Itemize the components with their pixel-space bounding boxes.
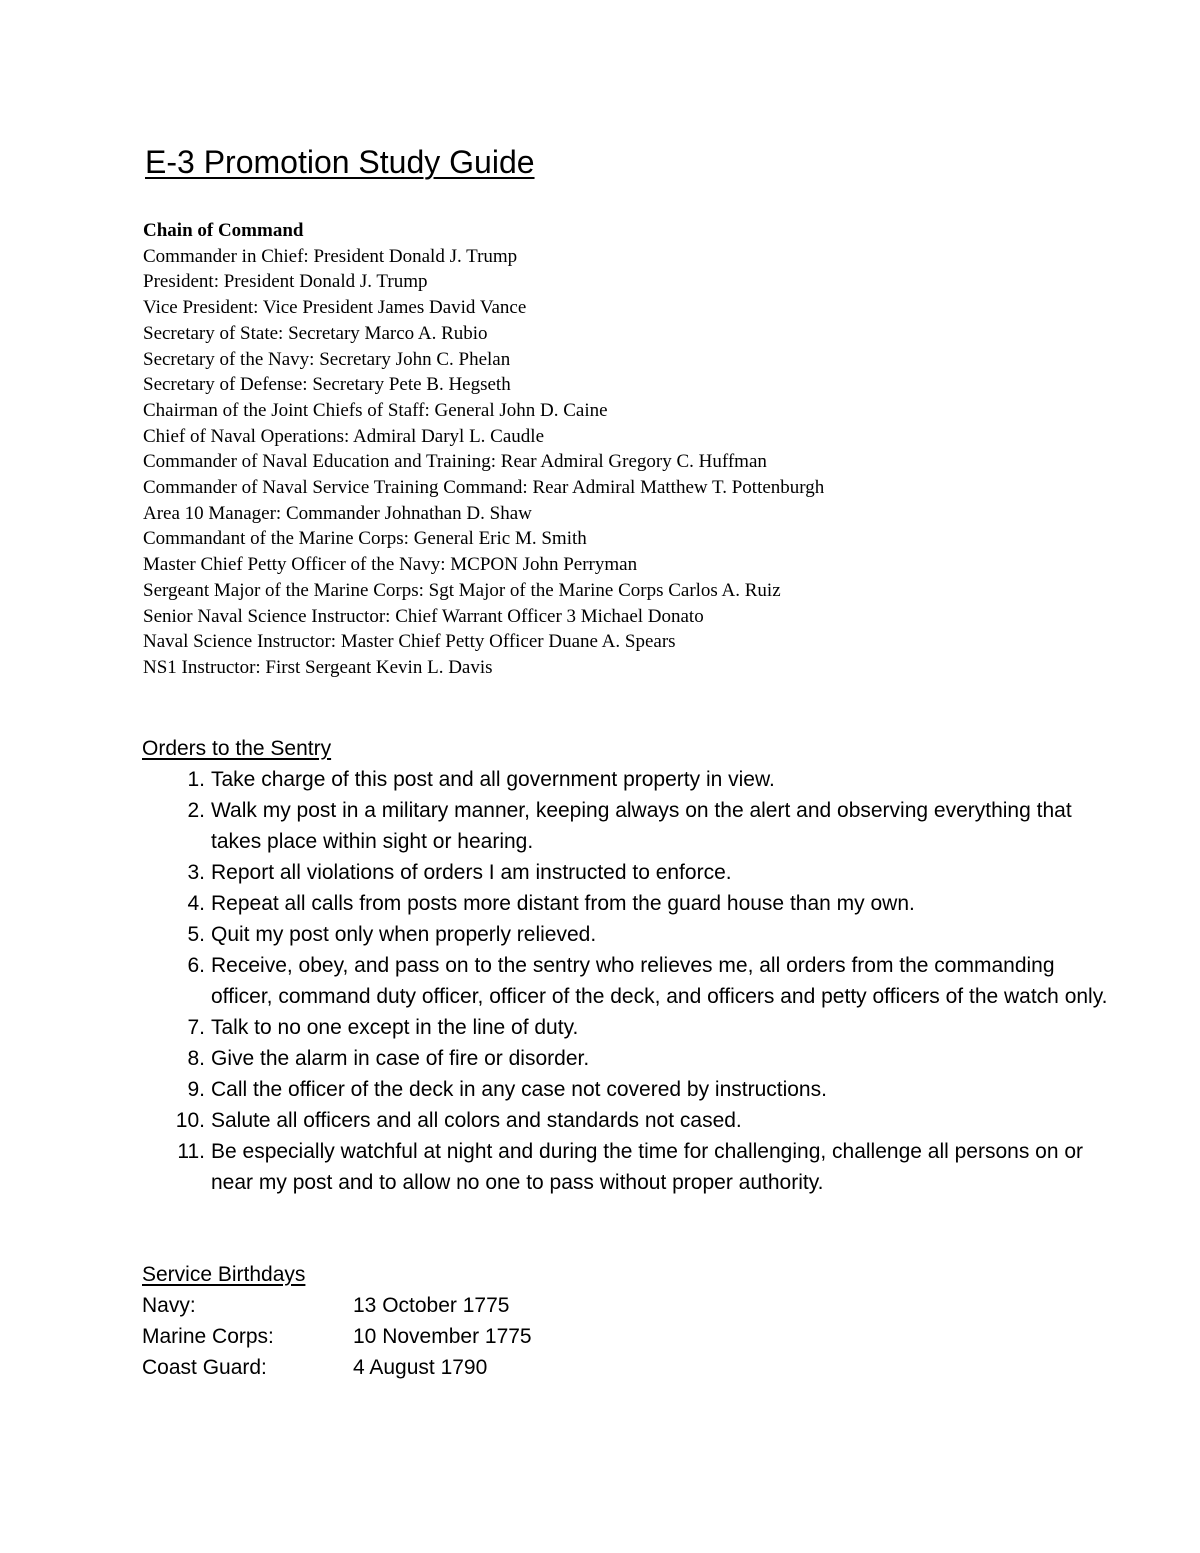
order-text: Quit my post only when properly relieved. — [211, 923, 597, 946]
service-name: Marine Corps: — [142, 1325, 274, 1348]
chain-of-command-entry: Chairman of the Joint Chiefs of Staff: General John D. Caine — [143, 399, 608, 421]
order-item — [142, 1074, 1111, 1105]
order-item — [142, 1136, 1111, 1198]
chain-of-command-section — [143, 218, 824, 681]
order-text: Give the alarm in case of fire or disorder. — [211, 1047, 590, 1070]
chain-of-command-entry: Commander of Naval Service Training Command: Rear Admiral Matthew T. Pottenburgh — [143, 477, 825, 499]
orders-heading: Orders to the Sentry — [142, 737, 332, 760]
order-text: Call the officer of the deck in any case not covered by instructions. — [211, 1078, 827, 1101]
order-item — [142, 795, 1111, 857]
order-text: Be especially watchful at night and during the time for challenging, challenge all persons on or near my post and to allow no one to pass without proper authority. — [211, 1140, 1084, 1194]
order-number: 8. — [187, 1047, 205, 1070]
chain-of-command-entry: Senior Naval Science Instructor: Chief Warrant Officer 3 Michael Donato — [143, 605, 704, 627]
order-text: Walk my post in a military manner, keeping always on the alert and observing everything that takes place within sight or hearing. — [211, 799, 1072, 853]
order-item — [142, 1043, 1111, 1074]
chain-of-command-entry: Commander in Chief: President Donald J. Trump — [143, 245, 518, 267]
service-birthday-date: 4 August 1790 — [353, 1356, 488, 1379]
order-number: 9. — [187, 1078, 205, 1101]
order-item — [142, 1105, 1111, 1136]
order-number: 7. — [187, 1016, 205, 1039]
service-name: Navy: — [142, 1294, 196, 1317]
chain-of-command-entry: Sergeant Major of the Marine Corps: Sgt Major of the Marine Corps Carlos A. Ruiz — [143, 579, 781, 601]
birthday-row — [142, 1290, 510, 1321]
birthday-row — [142, 1321, 532, 1352]
chain-of-command-entry: Secretary of the Navy: Secretary John C. Phelan — [143, 348, 511, 370]
chain-of-command-entry: NS1 Instructor: First Sergeant Kevin L. Davis — [143, 656, 493, 678]
order-item — [142, 919, 1111, 950]
chain-of-command-entry: Master Chief Petty Officer of the Navy: MCPON John Perryman — [143, 554, 638, 576]
service-birthday-date: 10 November 1775 — [353, 1325, 532, 1348]
chain-of-command-entry: Area 10 Manager: Commander Johnathan D. Shaw — [143, 502, 532, 524]
chain-of-command-entry: Chief of Naval Operations: Admiral Daryl L. Caudle — [143, 425, 545, 447]
chain-of-command-entry: President: President Donald J. Trump — [143, 271, 428, 293]
order-number: 10. — [175, 1109, 205, 1132]
order-number: 3. — [187, 861, 205, 884]
order-text: Take charge of this post and all government property in view. — [211, 768, 775, 791]
order-text: Talk to no one except in the line of duty. — [211, 1016, 579, 1039]
birthday-row — [142, 1352, 488, 1383]
order-number: 6. — [187, 954, 205, 977]
service-birthdays-heading: Service Birthdays — [142, 1263, 306, 1286]
order-text: Repeat all calls from posts more distant from the guard house than my own. — [211, 892, 915, 915]
order-item — [142, 950, 1111, 1012]
orders-section — [142, 733, 1111, 1198]
service-name: Coast Guard: — [142, 1356, 267, 1379]
order-number: 11. — [177, 1140, 205, 1163]
order-text: Salute all officers and all colors and standards not cased. — [211, 1109, 742, 1132]
order-item — [142, 764, 1111, 795]
document-title: E-3 Promotion Study Guide — [145, 144, 535, 180]
chain-of-command-heading: Chain of Command — [143, 220, 304, 241]
chain-of-command-entry: Naval Science Instructor: Master Chief Petty Officer Duane A. Spears — [143, 631, 676, 653]
chain-of-command-entry: Commander of Naval Education and Training: Rear Admiral Gregory C. Huffman — [143, 451, 767, 473]
order-number: 1. — [187, 768, 205, 791]
order-text: Report all violations of orders I am instructed to enforce. — [211, 861, 732, 884]
service-birthday-date: 13 October 1775 — [353, 1294, 510, 1317]
order-item — [142, 1012, 1111, 1043]
order-text: Receive, obey, and pass on to the sentry who relieves me, all orders from the commanding officer, command duty officer, officer of the deck, and officers and petty officers of the watch only. — [211, 954, 1108, 1008]
order-item — [142, 888, 1111, 919]
order-number: 4. — [187, 892, 205, 915]
service-birthdays-section — [142, 1259, 532, 1383]
chain-of-command-entry: Commandant of the Marine Corps: General Eric M. Smith — [143, 528, 587, 550]
order-item — [142, 857, 1111, 888]
order-number: 2. — [187, 799, 205, 822]
order-number: 5. — [187, 923, 205, 946]
orders-list — [142, 764, 1111, 1198]
chain-of-command-entry: Secretary of State: Secretary Marco A. Rubio — [143, 322, 488, 344]
chain-of-command-entry: Vice President: Vice President James David Vance — [143, 297, 527, 319]
chain-of-command-entry: Secretary of Defense: Secretary Pete B. Hegseth — [143, 374, 511, 396]
